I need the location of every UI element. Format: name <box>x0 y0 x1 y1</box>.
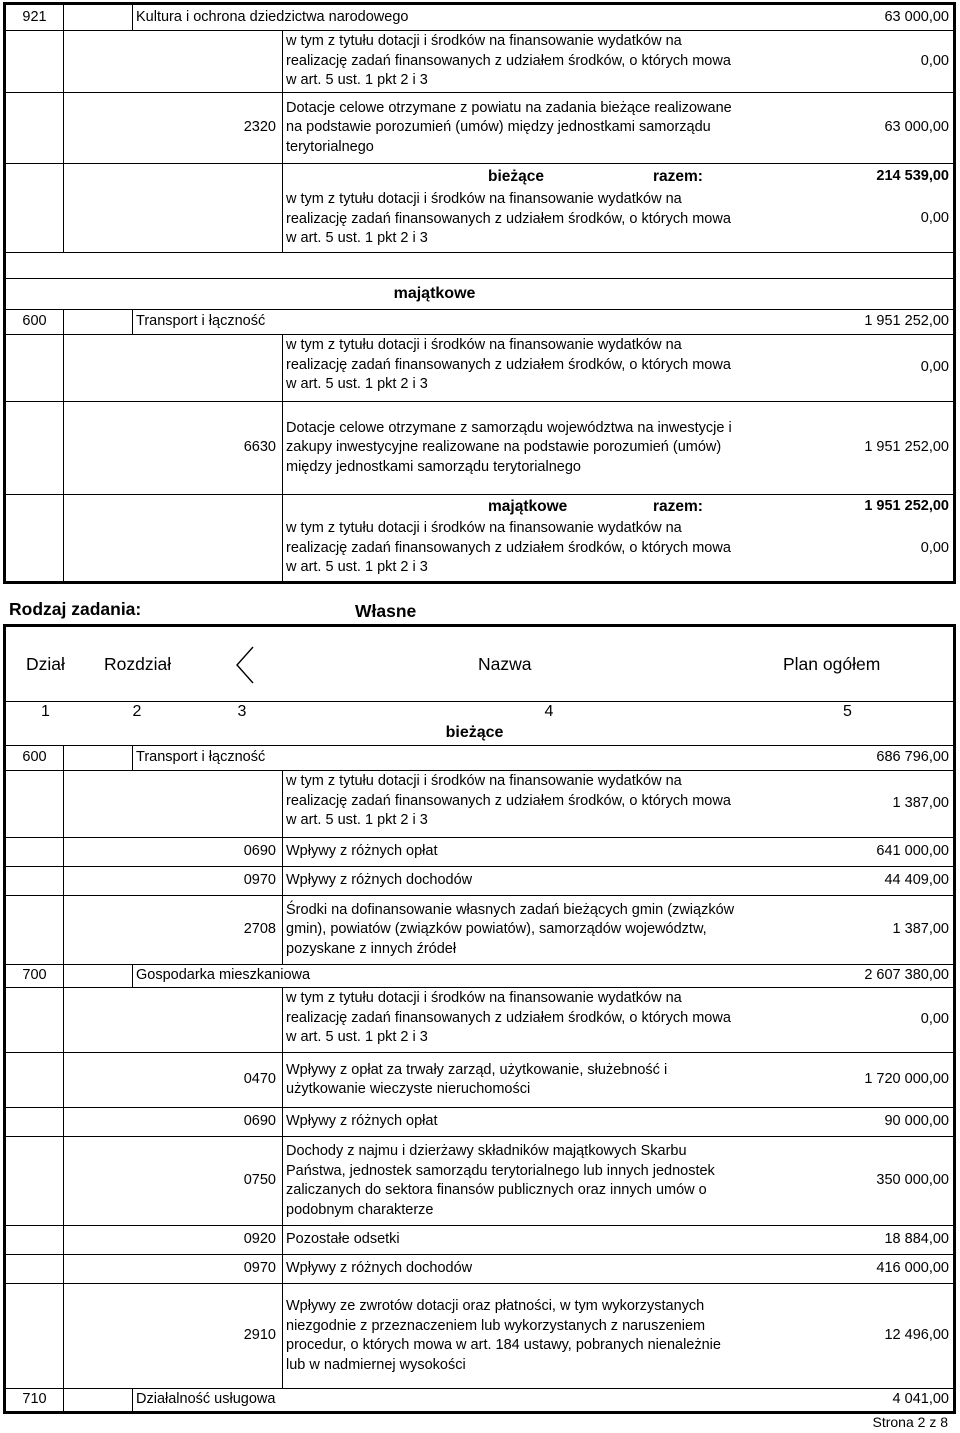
dzial-cell: 710 <box>6 1389 64 1411</box>
plan-cell: 4 041,00 <box>892 1391 949 1408</box>
note-text: w tym z tytułu dotacji i środków na finansowanie wydatków na realizację zadań finansowanych z udziałem środków, o których mowa w art. 5 ust. 1 pkt 2 i 3 <box>286 990 731 1045</box>
paragraph-cell: 2910 <box>64 1284 283 1388</box>
plan-cell: 1 387,00 <box>892 921 949 938</box>
table-row <box>6 335 953 402</box>
sum-label-type: bieżące <box>488 168 545 185</box>
rozdzial-cell: 2320 <box>64 93 283 163</box>
table-row <box>6 1137 953 1226</box>
header-nazwa: Nazwa <box>478 654 532 674</box>
name-cell: Wpływy z różnych dochodów <box>286 1260 473 1277</box>
table-row <box>6 310 953 335</box>
column-number: 4 <box>544 703 554 720</box>
plan-cell: 1 951 252,00 <box>864 313 949 330</box>
paragraph-cell: 2708 <box>64 896 283 964</box>
name-cell: Wpływy z różnych opłat <box>286 843 438 860</box>
header-dzial: Dział <box>26 654 65 674</box>
column-number: 1 <box>41 703 50 720</box>
name-cell: Wpływy ze zwrotów dotacji oraz płatności, w tym wykorzystanych niezgodnie z przeznaczeniem lub wykorzystanych z naruszeniem procedur, o których mowa w art. 184 ustawy, pobranych nienależnie lub w nadmiernej wysokości <box>286 1298 721 1373</box>
note-text: w tym z tytułu dotacji i środków na finansowanie wydatków na realizację zadań finansowanych z udziałem środków, o których mowa w art. 5 ust. 1 pkt 2 i 3 <box>286 773 731 828</box>
table-row <box>6 746 953 771</box>
name-cell: Pozostałe odsetki <box>286 1231 400 1248</box>
plan-cell: 1 951 252,00 <box>864 439 949 456</box>
paragraph-cell: 0920 <box>64 1226 283 1254</box>
note-value: 0,00 <box>920 540 949 556</box>
dzial-cell: 921 <box>6 5 64 30</box>
column-number: 3 <box>237 703 247 720</box>
spacer-row <box>6 253 953 279</box>
paragraph-cell: 0750 <box>64 1137 283 1225</box>
plan-cell: 2 607 380,00 <box>864 967 949 984</box>
column-header <box>3 624 956 702</box>
section-title: majątkowe <box>393 285 476 302</box>
table-row <box>6 31 953 93</box>
bottom-table <box>3 701 956 1414</box>
table-row <box>6 771 953 838</box>
table-row <box>6 1389 953 1411</box>
paragraph-cell: 0970 <box>64 867 283 895</box>
sum-value: 214 539,00 <box>876 168 949 184</box>
plan-cell: 12 496,00 <box>884 1327 949 1344</box>
column-numbers-row <box>6 701 953 721</box>
dzial-cell: 600 <box>6 310 64 334</box>
section-sign-icon <box>233 645 255 690</box>
sum-label-razem: razem: <box>653 168 703 185</box>
table-row <box>6 1053 953 1108</box>
name-cell: Działalność usługowa <box>136 1391 276 1408</box>
paragraph-cell: 0690 <box>64 838 283 866</box>
name-cell: Transport i łączność <box>136 749 266 766</box>
page-number: Strona 2 z 8 <box>872 1414 948 1430</box>
plan-cell: 44 409,00 <box>884 872 949 889</box>
note-value: 0,00 <box>920 52 949 69</box>
name-cell: Wpływy z różnych opłat <box>286 1113 438 1130</box>
plan-cell: 416 000,00 <box>876 1260 949 1277</box>
table-row <box>6 495 953 581</box>
header-plan: Plan ogółem <box>783 654 881 674</box>
plan-cell: 18 884,00 <box>884 1231 949 1248</box>
section-title: bieżące <box>445 724 504 741</box>
table-row <box>6 164 953 253</box>
note-text: w tym z tytułu dotacji i środków na finansowanie wydatków na realizację zadań finansowanych z udziałem środków, o których mowa w art. 5 ust. 1 pkt 2 i 3 <box>286 33 731 88</box>
note-text: w tym z tytułu dotacji i środków na finansowanie wydatków na realizację zadań finansowanych z udziałem środków, o których mowa w art. 5 ust. 1 pkt 2 i 3 <box>286 337 731 392</box>
note-value: 0,00 <box>920 210 949 226</box>
name-cell: Wpływy z różnych dochodów <box>286 872 473 889</box>
sum-label-razem: razem: <box>653 498 703 515</box>
plan-cell: 63 000,00 <box>884 8 949 25</box>
plan-cell: 641 000,00 <box>876 843 949 860</box>
table-row <box>6 896 953 965</box>
dzial-cell: 700 <box>6 965 64 987</box>
sum-value: 1 951 252,00 <box>864 498 949 514</box>
column-number: 5 <box>843 703 852 720</box>
header-rozdzial: Rozdział <box>104 654 172 674</box>
table-row <box>6 1108 953 1137</box>
table-row <box>6 1226 953 1255</box>
column-number: 2 <box>132 703 142 720</box>
name-cell: Gospodarka mieszkaniowa <box>136 967 311 984</box>
name-cell: Dotacje celowe otrzymane z samorządu województwa na inwestycje i zakupy inwestycyjne realizowane na podstawie porozumień (umów) między jednostkami samorządu terytorialnego <box>286 419 732 475</box>
name-cell: Wpływy z opłat za trwały zarząd, użytkowanie, służebność i użytkowanie wieczyste nieruchomości <box>286 1061 668 1097</box>
top-table <box>3 2 956 584</box>
table-row <box>6 5 953 31</box>
task-type-label: Rodzaj zadania: <box>9 599 142 619</box>
paragraph-cell: 0970 <box>64 1255 283 1283</box>
table-row <box>6 1284 953 1389</box>
sum-label-type: majątkowe <box>488 498 568 515</box>
table-row <box>6 988 953 1053</box>
name-cell: Środki na dofinansowanie własnych zadań bieżących gmin (związków gmin), powiatów (związków powiatów), samorządów województw, pozyskane z innych źródeł <box>286 901 735 957</box>
note-value: 1 387,00 <box>892 795 949 812</box>
table-row <box>6 965 953 988</box>
plan-cell: 63 000,00 <box>884 119 949 136</box>
plan-cell: 686 796,00 <box>876 749 949 766</box>
table-row <box>6 93 953 164</box>
name-cell: Dotacje celowe otrzymane z powiatu na zadania bieżące realizowane na podstawie porozumień (umów) między jednostkami samorządu terytorialnego <box>286 99 732 155</box>
plan-cell: 1 720 000,00 <box>864 1071 949 1088</box>
table-row <box>6 402 953 495</box>
name-cell: Dochody z najmu i dzierżawy składników majątkowych Skarbu Państwa, jednostek samorządu terytorialnego lub innych jednostek zaliczanych do sektora finansów publicznych oraz innych umów o podobnym charakterze <box>286 1143 715 1218</box>
table-row <box>6 838 953 867</box>
dzial-cell: 600 <box>6 746 64 770</box>
note-text: w tym z tytułu dotacji i środków na finansowanie wydatków na realizację zadań finansowanych z udziałem środków, o których mowa w art. 5 ust. 1 pkt 2 i 3 <box>286 520 731 575</box>
table-row <box>6 867 953 896</box>
paragraph-cell: 0470 <box>64 1053 283 1107</box>
name-cell: Transport i łączność <box>136 313 266 330</box>
name-cell: Kultura i ochrona dziedzictwa narodowego <box>136 8 409 25</box>
paragraph-cell: 0690 <box>64 1108 283 1136</box>
table-row <box>6 1255 953 1284</box>
plan-cell: 350 000,00 <box>876 1172 949 1189</box>
note-text: w tym z tytułu dotacji i środków na finansowanie wydatków na realizację zadań finansowanych z udziałem środków, o których mowa w art. 5 ust. 1 pkt 2 i 3 <box>286 191 731 246</box>
note-value: 0,00 <box>920 359 949 376</box>
plan-cell: 90 000,00 <box>884 1113 949 1130</box>
task-type-value: Własne <box>355 601 417 621</box>
rozdzial-cell: 6630 <box>64 402 283 494</box>
note-value: 0,00 <box>920 1011 949 1028</box>
